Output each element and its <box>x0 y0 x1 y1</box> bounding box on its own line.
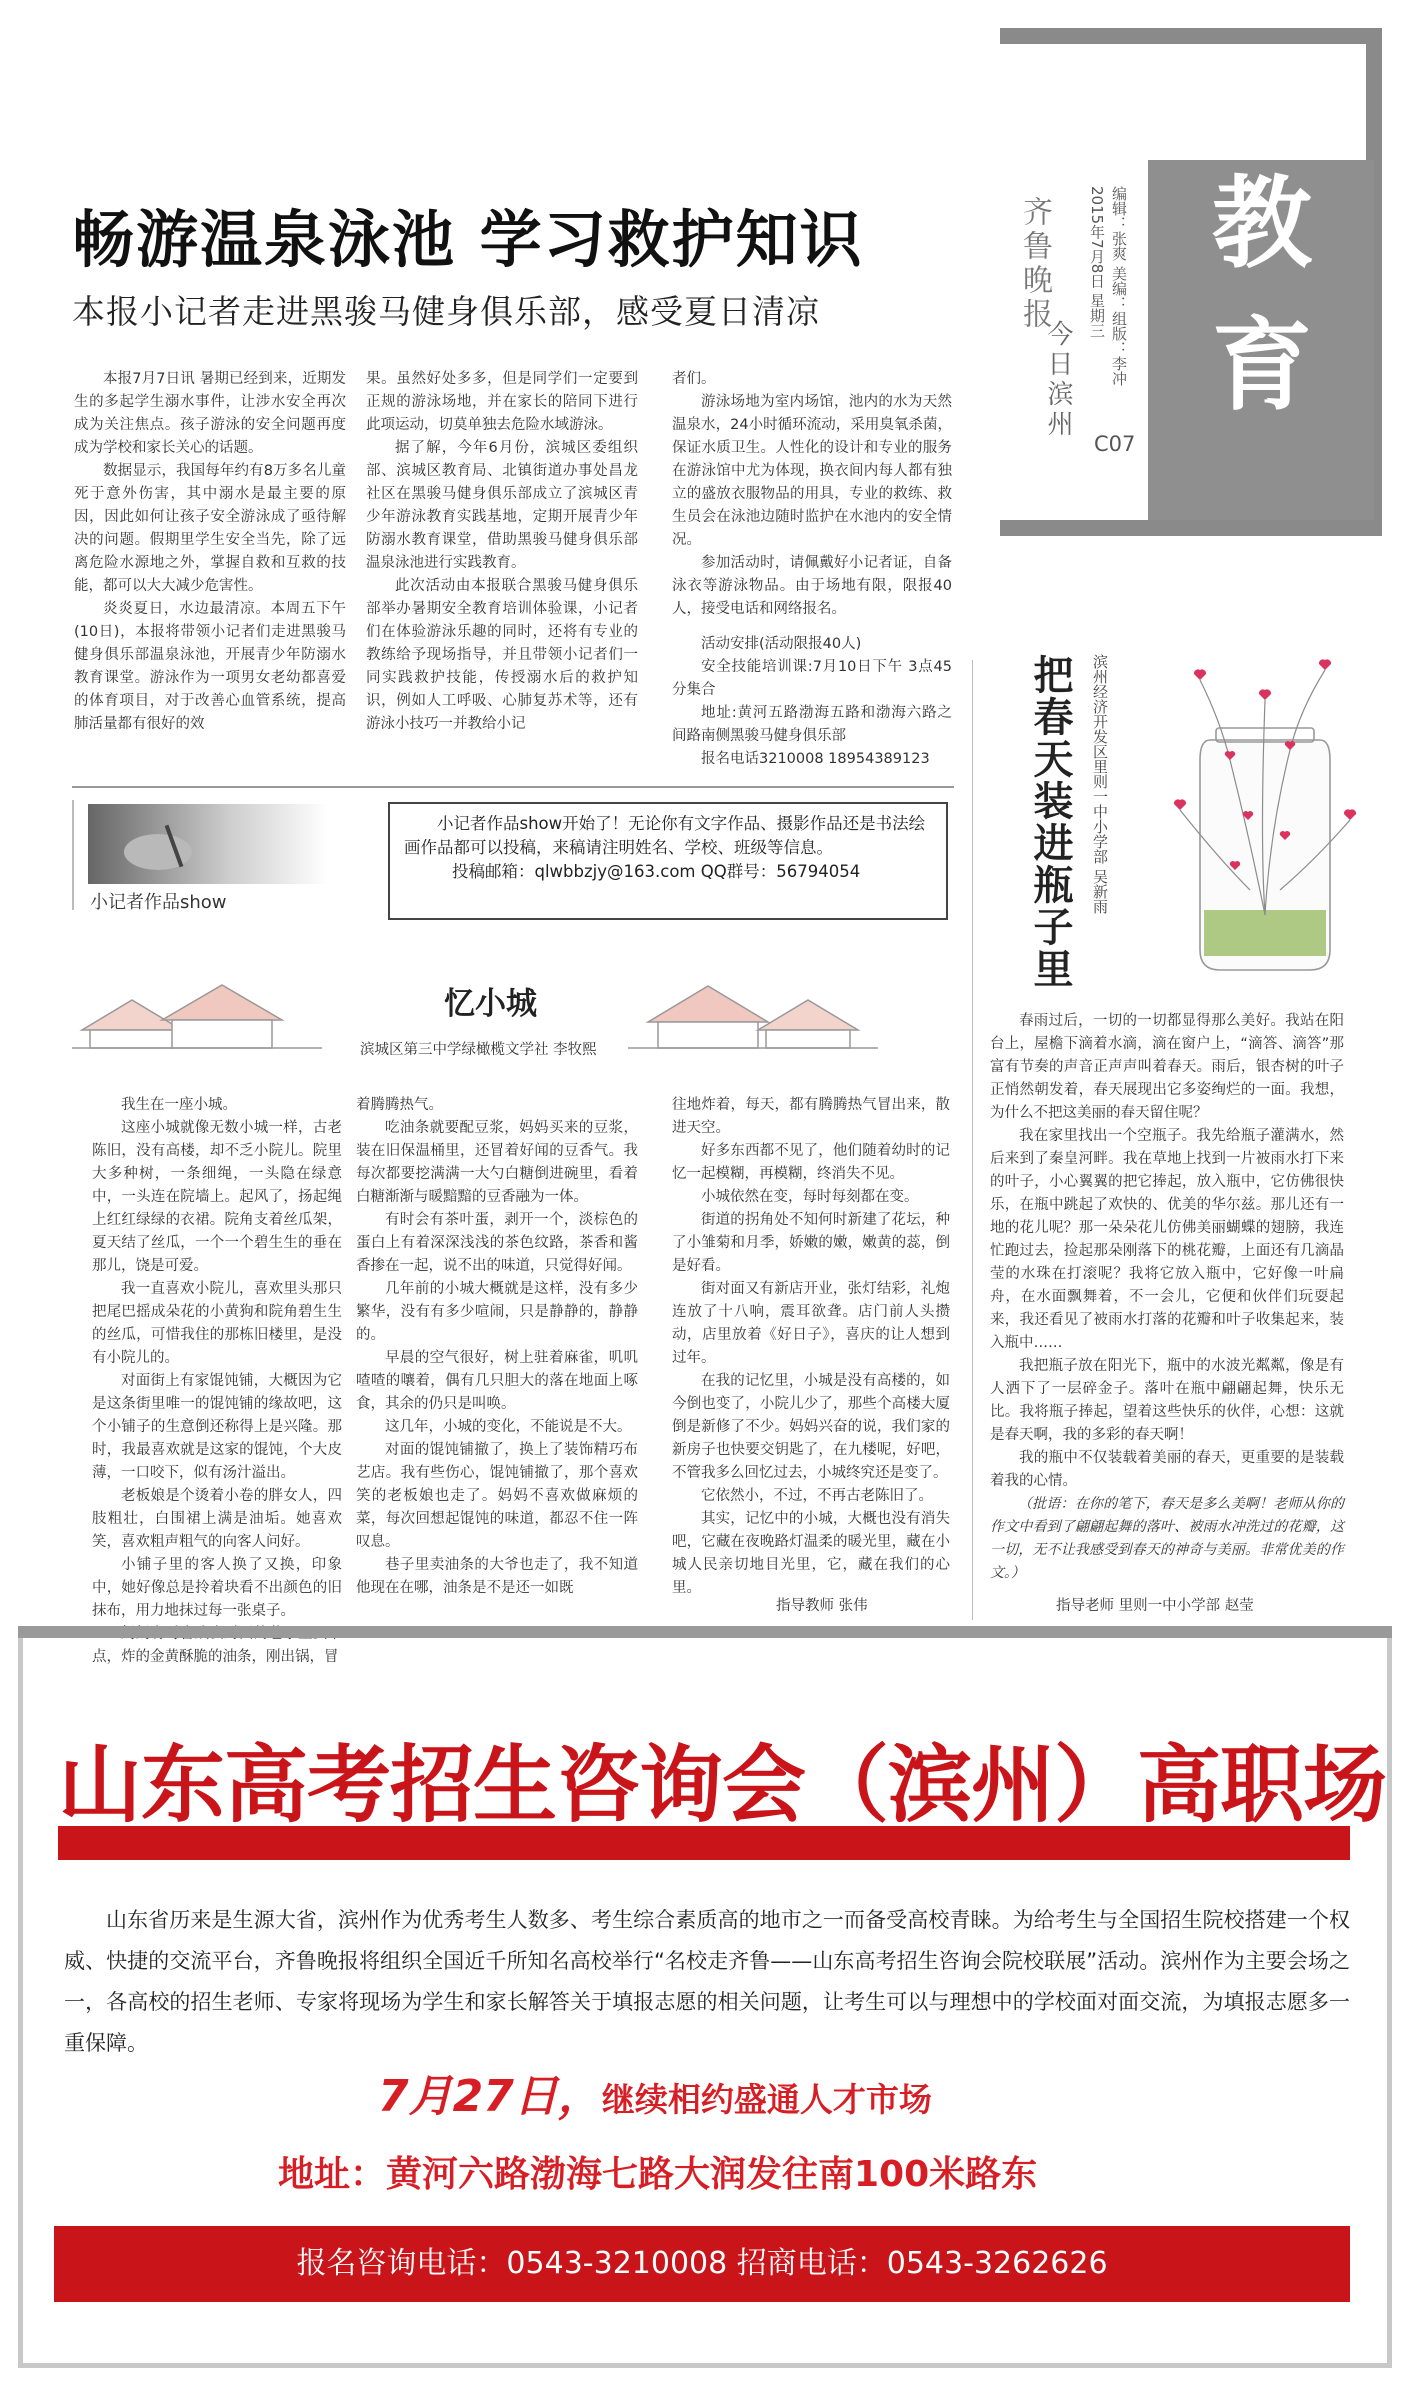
ad-banner-title: 山东高考招生咨询会（滨州）高职场 <box>58 1736 1387 1834</box>
paragraph: 我一直喜欢小院儿，喜欢里头那只把尾巴摇成朵花的小黄狗和院角碧生生的丝瓜，可惜我住的那栋旧楼里，是没有小院儿的。 <box>92 1281 342 1366</box>
paragraph: 着腾腾热气。 <box>356 1097 443 1113</box>
ad-date: 7月27日， <box>378 2071 602 2122</box>
paragraph: 几年前的小城大概就是这样，没有多少繁华，没有有多少喧闹，只是静静的，静静的。 <box>356 1281 638 1343</box>
article3-advisor: 指导老师 里则一中小学部 赵莹 <box>1056 1598 1254 1614</box>
section-divider <box>72 786 954 788</box>
article3-byline: 滨州经济开发区里则一中小学部 吴新雨 <box>1091 654 1109 914</box>
date-line: 2015年7月8日 星期三 <box>1088 186 1106 339</box>
paragraph: 我把瓶子放在阳光下，瓶中的水波光粼粼，像是有人洒下了一层碎金子。落叶在瓶中翩翩起舞，快乐无比。我将瓶子捧起，望着这些快乐的伙伴，心想：这就是春天啊，我的多彩的春天啊！ <box>990 1358 1344 1443</box>
paragraph: 街对面又有新店开业，张灯结彩，礼炮连放了十八响，震耳欲聋。店门前人头攒动，店里放着《好日子》，喜庆的让人想到过年。 <box>672 1281 950 1366</box>
paragraph: 小城依然在变，每时每刻都在变。 <box>701 1189 919 1205</box>
paragraph: 游泳场地为室内场馆，池内的水为天然温泉水，24小时循环流动，采用臭氧杀菌，保证水质卫生。人性化的设计和专业的服务在游泳馆中尤为体现，换衣间内每人都有独立的盛放衣服物品的用具，专业的救练、救生员会在泳池边随时监护在水池内的安全情况。 <box>672 394 952 548</box>
paragraph: 我生在一座小城。 <box>121 1097 237 1113</box>
ad-date-line <box>378 2060 932 2124</box>
teacher-comment: （批语：在你的笔下，春天是多么美啊！老师从你的作文中看到了翩翩起舞的落叶、被雨水冲洗过的花瓣，这一切，无不让我感受到春天的神奇与美丽。非常优美的作文。） <box>990 1496 1344 1581</box>
article1-column-3 <box>672 368 952 780</box>
notice-photo-area <box>72 800 362 913</box>
article1-column-1 <box>74 368 346 780</box>
writing-hand-image <box>88 804 328 884</box>
paragraph: 巷子里卖油条的大爷也走了，我不知道他现在在哪，油条是不是还一如既 <box>356 1557 638 1596</box>
paragraph: 好多东西都不见了，他们随着幼时的记忆一起模糊，再模糊，终消失不见。 <box>672 1143 950 1182</box>
ad-phone-bar: 报名咨询电话：0543-3210008 招商电话：0543-3262626 <box>54 2226 1350 2302</box>
town-illustration-right <box>628 940 878 1050</box>
paragraph: 其实，记忆中的小城，大概也没有消失吧，它藏在夜晚路灯温柔的暖光里，藏在小城人民亲切地目光里，它，藏在我们的心里。 <box>672 1511 950 1596</box>
ad-intro: 山东省历来是生源大省，滨州作为优秀考生人数多、考生综合素质高的地市之一而备受高校青睐。为给考生与全国招生院校搭建一个权威、快捷的交流平台，齐鲁晚报将组织全国近千所知名高校举行“名校走齐鲁——山东高考招生咨询会院校联展”活动。滨州作为主要会场之一，各高校的招生老师、专家将现场为学生和家长解答关于填报志愿的相关问题，让考生可以与理想中的学校面对面交流，为填报志愿多一重保障。 <box>64 1908 1350 2055</box>
notice-email: 投稿邮箱：qlwbbzjy@163.com QQ群号：56794054 <box>452 862 861 881</box>
article2-advisor: 指导教师 张伟 <box>776 1598 868 1614</box>
article3-body <box>990 1010 1344 1581</box>
paragraph: 春雨过后，一切的一切都显得那么美好。我站在阳台上，屋檐下滴着水滴，滴在窗户上，“滴答、滴答”那富有节奏的声音正声声叫着春天。雨后，银杏树的叶子正悄然朝发着，春天展现出它多姿绚烂的一面。我想，为什么不把这美丽的春天留住呢？ <box>990 1013 1344 1121</box>
article-title: 畅游温泉泳池 学习救护知识 <box>72 203 864 276</box>
paragraph: 小铺子里的客人换了又换，印象中，她好像总是拎着块看不出颜色的旧抹布，用力地抹过每一张桌子。 <box>92 1557 342 1619</box>
article1-column-2 <box>366 368 638 780</box>
section-char-1: 教 <box>1212 164 1312 282</box>
article3-title: 把春天装进瓶子里 <box>1027 654 1073 990</box>
paragraph: 我在家里找出一个空瓶子。我先给瓶子灌满水，然后来到了秦皇河畔。我在草地上找到一片被雨水打下来的叶子，小心翼翼的把它捧起，放入瓶中，它仿佛很快乐，在瓶中跳起了欢快的、优美的华尔兹。那儿还有一地的花儿呢？那一朵朵花儿仿佛美丽蝴蝶的翅膀，我连忙跑过去，捡起那朵刚落下的桃花瓣，上面还有几滴晶莹的水珠在打滚呢？我将它放入瓶中，它好像一叶扁舟，在水面飘舞着，不一会儿，它便和伙伴们玩耍起来，我还看见了被雨水打落的花瓣和叶子收集起来，装入瓶中…… <box>990 1128 1344 1351</box>
schedule-title: 活动安排(活动限报40人) <box>701 636 862 652</box>
page-number: C07 <box>1094 432 1136 456</box>
newspaper-logo: 齐鲁晚报 <box>1017 196 1052 332</box>
article2-title: 忆小城 <box>444 986 537 1022</box>
paragraph: 在我的记忆里，小城是没有高楼的，如今倒也变了，小院儿少了，那些个高楼大厦倒是新修了不少。妈妈兴奋的说，我们家的新房子也快要交钥匙了，在九楼呢，好吧，不管我多么回忆过去，小城终究还是变了。 <box>672 1373 950 1481</box>
paragraph: 往地炸着，每天，都有腾腾热气冒出来，散进天空。 <box>672 1097 950 1136</box>
paragraph: 数据显示，我国每年约有8万多名儿童死于意外伤害，其中溺水是最主要的原因，因此如何让孩子安全游泳成了亟待解决的问题。假期里学生安全当先，除了远离危险水源地之外，掌握自救和互救的技能，都可以大大减少危害性。 <box>74 463 346 594</box>
article-subtitle: 本报小记者走进黑骏马健身俱乐部，感受夏日清凉 <box>72 292 820 331</box>
article2-column-3 <box>672 1094 950 1604</box>
paragraph: 点，炸的金黄酥脆的油条，刚出锅，冒 <box>92 1649 339 1665</box>
town-illustration-left <box>72 940 322 1050</box>
paragraph: 我的瓶中不仅装载着美丽的春天，更重要的是装载着我的心情。 <box>990 1450 1344 1489</box>
flower-jar-illustration <box>1140 640 1370 1000</box>
paragraph: 有时会有茶叶蛋，剥开一个，淡棕色的蛋白上有着深深浅浅的茶色纹路，茶香和酱香掺在一起，说不出的味道，只觉得好闻。 <box>356 1212 638 1274</box>
paragraph: 对面的馄饨铺撤了，换上了装饰精巧布艺店。我有些伤心，馄饨铺撤了，那个喜欢笑的老板娘也走了。妈妈不喜欢做麻烦的菜，每次回想起馄饨的味道，都忍不住一阵叹息。 <box>356 1442 638 1550</box>
paragraph: 老板娘是个烫着小卷的胖女人，四肢粗壮，白围裙上满是油垢。她喜欢笑，喜欢粗声粗气的向客人问好。 <box>92 1488 342 1550</box>
paragraph: 吃油条就要配豆浆，妈妈买来的豆浆，装在旧保温桶里，还冒着好闻的豆香气。我每次都要挖满满一大勺白糖倒进碗里，看着白糖渐渐与暖黯黯的豆香融为一体。 <box>356 1120 638 1205</box>
ad-top-bar <box>18 1626 1392 1638</box>
paragraph: 这座小城就像无数小城一样，古老陈旧，没有高楼，却不乏小院儿。院里大多种树，一条细绳，一头隐在绿意中，一头连在院墙上。起风了，扬起绳上红红绿绿的衣裙。院角支着丝瓜架，夏天结了丝瓜，一个一个碧生生的垂在那儿，饶是可爱。 <box>92 1120 342 1274</box>
paragraph: 它依然小，不过，不再古老陈旧了。 <box>701 1488 933 1504</box>
paragraph: 本报7月7日讯 暑期已经到来，近期发生的多起学生溺水事件，让涉水安全再次成为关注焦点。孩子游泳的安全问题再度成为学校和家长关心的话题。 <box>74 371 346 456</box>
notice-caption: 小记者作品show <box>90 892 227 913</box>
article2-column-1 <box>92 1094 342 1665</box>
paragraph: 据了解，今年6月份，滨城区委组织部、滨城区教育局、北镇街道办事处昌龙社区在黑骏马健身俱乐部成立了滨城区青少年游泳教育实践基地，定期开展青少年防溺水教育课堂，借助黑骏马健身俱乐部温泉泳池进行实践教育。 <box>366 440 638 571</box>
schedule-line: 地址:黄河五路渤海五路和渤海六路之间路南侧黑骏马健身俱乐部 <box>672 705 952 744</box>
paragraph: 街道的拐角处不知何时新建了花坛，种了小雏菊和月季，娇嫩的嫩，嫩黄的蕊，倒是好看。 <box>672 1212 950 1274</box>
section-char-2: 育 <box>1212 306 1312 424</box>
schedule-line: 安全技能培训课:7月10日下午 3点45分集合 <box>672 659 952 698</box>
paragraph: 这几年，小城的变化，不能说是不大。 <box>385 1419 632 1435</box>
paragraph: 果。虽然好处多多，但是同学们一定要到正规的游泳场地，并在家长的陪同下进行此项运动，切莫单独去危险水域游泳。 <box>366 371 638 433</box>
article2-byline: 滨城区第三中学绿橄榄文学社 李牧熙 <box>360 1042 597 1058</box>
ad-date-text: 继续相约盛通人才市场 <box>601 2080 932 2119</box>
paragraph: 对面街上有家馄饨铺，大概因为它是这条街里唯一的馄饨铺的缘故吧，这个小铺子的生意倒还称得上是兴隆。那时，我最喜欢就是这家的馄饨，个大皮薄，一口咬下，似有汤汁溢出。 <box>92 1373 342 1481</box>
section-header-block <box>1148 160 1374 520</box>
paragraph: 者们。 <box>672 371 716 387</box>
ad-address: 地址：黄河六路渤海七路大润发往南100米路东 <box>278 2154 1038 2195</box>
paragraph: 参加活动时，请佩戴好小记者证，自备泳衣等游泳物品。由于场地有限，限报40人，接受电话和网络报名。 <box>672 555 952 617</box>
editors-line: 编辑：张爽 美编：组版：李冲 <box>1110 186 1128 386</box>
notice-text: 小记者作品show开始了！无论你有文字作品、摄影作品还是书法绘画作品都可以投稿，来稿请注明姓名、学校、班级等信息。 <box>404 814 926 857</box>
article2-column-2 <box>356 1094 638 1604</box>
paragraph: 此次活动由本报联合黑骏马健身俱乐部举办暑期安全教育培训体验课，小记者们在体验游泳乐趣的同时，还将有专业的教练给予现场指导，并且带领小记者们一同实践救护技能，传授溺水后的救护知识，例如人工呼吸、心肺复苏术等，还有游泳小技巧一并教给小记 <box>366 578 638 732</box>
paragraph: 早晨的空气很好，树上驻着麻雀，叽叽喳喳的嚷着，偶有几只胆大的落在地面上啄食，其余的仍只是叫唤。 <box>356 1350 638 1412</box>
notice-box <box>388 802 948 920</box>
paragraph: 炎炎夏日，水边最清凉。本周五下午(10日)，本报将带领小记者们走进黑骏马健身俱乐部温泉泳池，开展青少年防溺水教育课堂。游泳作为一项男女老幼都喜爱的体育项目，对于改善心血管系统，提高肺活量都有很好的效 <box>74 601 346 732</box>
edition-label: 今日滨州 <box>1043 320 1073 440</box>
schedule-line: 报名电话3210008 18954389123 <box>701 751 930 767</box>
ad-banner <box>58 1730 1387 1860</box>
column-divider <box>972 660 973 1620</box>
